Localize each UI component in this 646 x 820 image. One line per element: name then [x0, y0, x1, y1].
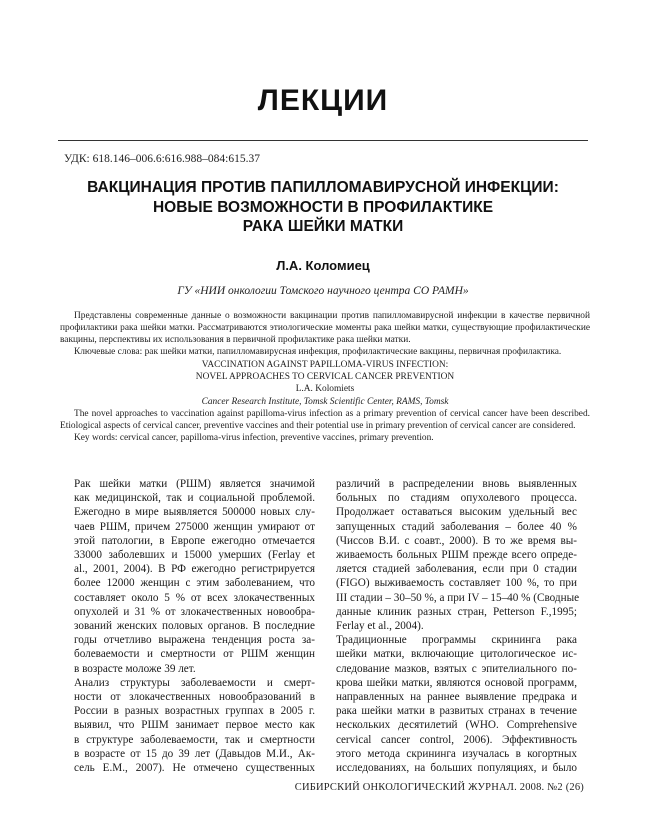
body-line: III стадии – 30–50 %, а при IV – 15–40 % (Сводные	[336, 591, 580, 604]
body-line: рака шейки матки в развитых странах в течение	[336, 705, 577, 718]
article-title-line: ВАКЦИНАЦИЯ ПРОТИВ ПАПИЛЛОМАВИРУСНОЙ ИНФЕКЦИИ:	[87, 179, 559, 196]
author-name: Л.А. Коломиец	[276, 258, 370, 273]
body-line: различий в распределении вновь выявленных	[336, 478, 577, 490]
body-line: Анализ структуры заболеваемости и смерт-	[74, 676, 315, 689]
abstract-en-text: The novel approaches to vaccination against papilloma-virus infection as a primary prevention of cervical cancer have been described. Etiological aspects of cervical cancer, preventive vaccines and their potential use in primary prevention of cervical cancer are considered.	[60, 408, 590, 431]
section-title: ЛЕКЦИИ	[257, 84, 389, 117]
body-line: живаемость больных РШМ прежде всего опреде-	[336, 549, 577, 562]
body-line: Рак шейки матки (РШМ) является значимой	[74, 478, 315, 490]
article-title	[40, 178, 606, 237]
abstract-en-author: L.A. Kolomiets	[295, 384, 355, 395]
body-line: направленных на раннее выявление предрака и	[336, 691, 577, 704]
article-title-line: РАКА ШЕЙКИ МАТКИ	[242, 218, 404, 235]
body-line: в возрасте моложе 39 лет.	[74, 662, 196, 675]
body-line: данные клиник разных стран, Petterson F.,1995;	[336, 605, 577, 618]
body-line: в возрасте от 15 до 39 лет (Давыдов М.И., Ак-	[74, 747, 315, 760]
body-line: чаев РШМ, причем 275000 женщин умирают от	[74, 520, 315, 533]
body-line: более 12000 женщин с этим заболеванием, что	[74, 577, 315, 590]
journal-footer: СИБИРСКИЙ ОНКОЛОГИЧЕСКИЙ ЖУРНАЛ. 2008. №2 (26)	[294, 782, 584, 793]
abstract	[60, 310, 590, 444]
body-line: составляет около 5 % от всех злокачественных	[74, 591, 315, 604]
header-rule	[58, 140, 588, 141]
body-line: этой патологии, в Европе ежегодно отмечается	[74, 534, 315, 547]
body-line: al., 2001, 2004). В РФ ежегодно регистрируется	[74, 563, 315, 576]
body-line: России в разных возрастных группах в 2005 г.	[74, 705, 315, 718]
body-line: (Чиссов В.И. с соавт., 2000). В то же время вы-	[336, 534, 577, 547]
body-line: зований женских половых органов. В последние	[74, 620, 315, 633]
body-line: шейки матки, включающие цитологическое ис-	[336, 648, 577, 661]
body-line: крова шейки матки, являются основой программ,	[336, 676, 577, 689]
body-line: опухолей и 31 % от злокачественных новообра-	[74, 605, 315, 618]
body-line: Продолжает оставаться высоким удельный вес	[336, 506, 577, 519]
body-line: запущенных стадий заболевания – более 40 %	[336, 520, 577, 533]
abstract-en-title-line: VACCINATION AGAINST PAPILLOMA-VIRUS INFECTION:	[201, 360, 449, 370]
body-paragraph	[322, 633, 577, 775]
body-line: Ferlay et al., 2004).	[336, 620, 424, 633]
body-line: 33000 заболевших и 15000 умерших (Ferlay et	[74, 549, 315, 562]
body-line: сель Е.М., 2007). Не отмечено существенных	[74, 762, 315, 775]
abstract-en-affiliation: Cancer Research Institute, Tomsk Scientific Center, RAMS, Tomsk	[201, 396, 449, 407]
body-column-left	[60, 477, 315, 775]
body-line: в структуре заболеваемости, так и смертности	[74, 733, 315, 746]
body-line: выявил, что РШМ занимает первое место как	[74, 719, 315, 732]
body-paragraph	[60, 477, 315, 676]
abstract-en-keywords: Key words: cervical cancer, papilloma-virus infection, preventive vaccines, primary prevention.	[74, 432, 434, 443]
body-line: годы отчетливо выражена тенденция роста за-	[74, 634, 315, 647]
body-line: как медицинской, так и социальной проблемой.	[74, 492, 315, 505]
affiliation: ГУ «НИИ онкологии Томского научного центра СО РАМН»	[177, 285, 469, 297]
abstract-ru-text: Представлены современные данные о возможности вакцинации против папилломавирусной инфекции в качестве первичной профилактики рака шейки матки. Рассматриваются этиологические моменты рака шейки матки, существующие профилактические вакцины, перспективы их использования в первичной профилактике рака шейки матки.	[60, 311, 590, 345]
body-line: болеваемости и смертности от РШМ женщин	[74, 648, 315, 661]
body-line: cervical cancer control, 2006). Эффективность	[336, 733, 577, 746]
abstract-en-header	[60, 359, 590, 408]
body-line: больных по стадиям опухолевого процесса.	[336, 492, 577, 505]
body-line: (FIGO) выживаемость составляет 100 %, то при	[336, 577, 577, 590]
abstract-ru-keywords: Ключевые слова: рак шейки матки, папилломавирусная инфекция, профилактические вакцины, первичная профилактика.	[74, 347, 562, 357]
body-line: ляется стадией заболевания, если при 0 стадии	[336, 563, 577, 576]
body-line: исследованиях, на больших популяциях, и было	[336, 762, 577, 775]
abstract-en-title-line: NOVEL APPROACHES TO CERVICAL CANCER PREVENTION	[195, 372, 455, 383]
body-line: этого метода скрининга изучалась в когортных	[336, 747, 577, 760]
body-line: нескольких десятилетий (WHO. Comprehensive	[336, 719, 577, 732]
body-paragraph	[60, 676, 315, 775]
article-title-line: НОВЫЕ ВОЗМОЖНОСТИ В ПРОФИЛАКТИКЕ	[152, 198, 494, 216]
body-paragraph	[322, 477, 580, 633]
body-line: Традиционные программы скрининга рака	[336, 634, 577, 647]
body-line: Ежегодно в мире выявляется 500000 новых слу-	[74, 506, 315, 519]
udc-code: УДК: 618.146–006.6:616.988–084:615.37	[64, 153, 260, 165]
body-column-right	[322, 477, 580, 775]
body-line: следование мазков, взятых с эпителиального по-	[336, 662, 577, 675]
body-line: ности от злокачественных новообразований в	[74, 691, 315, 704]
